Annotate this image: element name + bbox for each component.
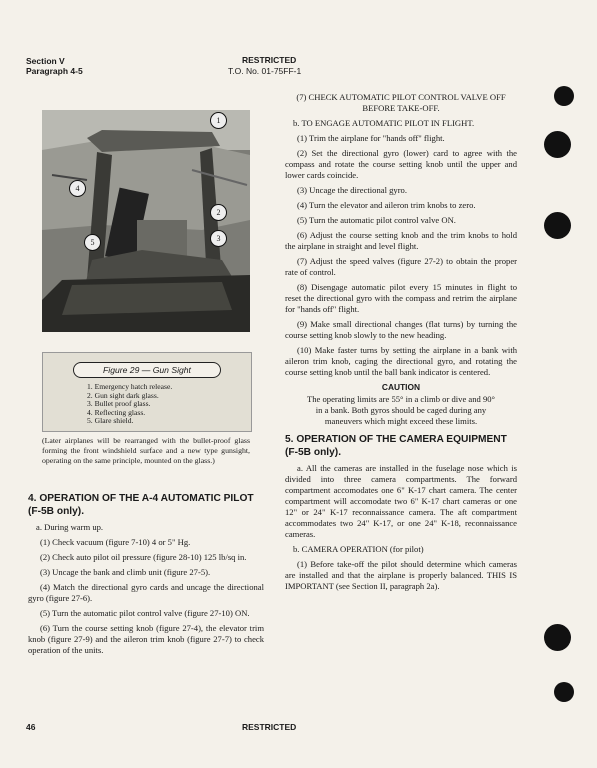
list-item: (7) Adjust the speed valves (figure 27-2) to obtain the proper rate of control. (285, 256, 517, 277)
list-item: (6) Turn the course setting knob (figure 27-4), the elevator trim knob (figure 27-9) and the aileron trim knob (figure 27-7) to check operation of the units. (28, 623, 264, 655)
callout-2: 2 (210, 204, 227, 221)
legend-item: 4. Reflecting glass. (87, 407, 146, 417)
subsection-b-camera: b. CAMERA OPERATION (for pilot) (293, 544, 424, 554)
subsection-b: b. TO ENGAGE AUTOMATIC PILOT IN FLIGHT. (293, 118, 475, 128)
list-item: (1) Before take-off the pilot should determine which cameras are installed and that the airplane is properly balanced. THIS IS IMPORTANT (see Section II, paragraph 2a). (285, 559, 517, 591)
list-item: (4) Turn the elevator and aileron trim knobs to zero. (297, 200, 476, 210)
list-item: (7) CHECK AUTOMATIC PILOT CONTROL VALVE OFF BEFORE TAKE-OFF. (296, 92, 506, 113)
figure-title: Figure 29 — Gun Sight (73, 362, 221, 378)
list-item: (5) Turn the automatic pilot control valve ON. (297, 215, 456, 225)
section-label: Section V (26, 56, 65, 66)
legend-item: 3. Bullet proof glass. (87, 399, 151, 409)
caution-title: CAUTION (381, 382, 421, 392)
callout-5: 5 (84, 234, 101, 251)
page-number: 46 (26, 722, 36, 732)
list-item: (1) Check vacuum (figure 7-10) 4 or 5" Hg. (40, 537, 191, 547)
right-column (285, 92, 517, 596)
list-item: (1) Trim the airplane for "hands off" flight. (297, 133, 445, 143)
section-5-paragraph-a: a. All the cameras are installed in the fuselage nose which is divided into three camera compartments. The forward compartment accomodates one 6" K-17 chart camera. The center compartment will accomodate two 6" K-17 chart cameras or one 12" or 24" K-17 reconnaissance camera. The aft compartment accommodates two 24" K-17, or one 24" K-18, reconnaissance cameras. (285, 463, 517, 539)
list-item: (3) Uncage the bank and climb unit (figure 27-5). (40, 567, 211, 577)
list-item: (4) Match the directional gyro cards and uncage the directional gyro (figure 27-6). (28, 582, 264, 603)
left-column (28, 492, 264, 660)
legend-item: 2. Gun sight dark glass. (87, 390, 159, 400)
binder-hole (554, 682, 574, 702)
restricted-header: RESTRICTED (242, 55, 297, 65)
figure-caption-box (42, 352, 252, 432)
list-item: (3) Uncage the directional gyro. (297, 185, 408, 195)
restricted-footer: RESTRICTED (242, 722, 297, 732)
callout-4: 4 (69, 180, 86, 197)
gun-sight-photo (42, 110, 250, 332)
section-4-title: 4. OPERATION OF THE A-4 AUTOMATIC PILOT (F-5B only). (28, 493, 254, 517)
to-number: T.O. No. 01-75FF-1 (228, 66, 302, 76)
list-item: (6) Adjust the course setting knob and the trim knobs to hold the airplane in straight and level flight. (285, 230, 517, 251)
binder-hole (554, 86, 574, 106)
figure-legend (87, 383, 172, 426)
list-item: (9) Make small directional changes (flat turns) by turning the course setting knob slowly to the new heading. (285, 319, 517, 340)
list-item: (8) Disengage automatic pilot every 15 minutes in flight to reset the directional gyro with the compass and retrim the airplane for "hands off" flight. (285, 282, 517, 314)
binder-hole (544, 212, 571, 239)
callout-3: 3 (210, 230, 227, 247)
list-item: (10) Make faster turns by setting the airplane in a bank with aileron trim knob, caging the directional gyro, and rotating the course setting knob until the ball bank indicator is centered. (285, 345, 517, 377)
caution-text: The operating limits are 55° in a climb or dive and 90° in a bank. Both gyros should be caged during any maneuvers which might exceed these limits. (306, 394, 495, 426)
binder-hole (544, 624, 571, 651)
binder-hole (544, 131, 571, 158)
paragraph-label: Paragraph 4-5 (26, 66, 83, 76)
section-5-title: 5. OPERATION OF THE CAMERA EQUIPMENT (F-5B only). (285, 434, 507, 458)
callout-1: 1 (210, 112, 227, 129)
list-item: (5) Turn the automatic pilot control valve (figure 27-10) ON. (40, 608, 250, 618)
list-item: (2) Check auto pilot oil pressure (figure 28-10) 125 lb/sq in. (40, 552, 247, 562)
legend-item: 5. Glare shield. (87, 416, 134, 426)
list-item: (2) Set the directional gyro (lower) card to agree with the compass and rotate the course setting knob until the upper and lower cards coincide. (285, 148, 517, 180)
legend-item: 1. Emergency hatch release. (87, 382, 173, 391)
figure-note: (Later airplanes will be rearranged with the bullet-proof glass forming the front windshield surface and a new type gunsight, operating on the same principle, mounted on the glass.) (42, 436, 250, 465)
subsection-a: a. During warm up. (36, 522, 104, 532)
